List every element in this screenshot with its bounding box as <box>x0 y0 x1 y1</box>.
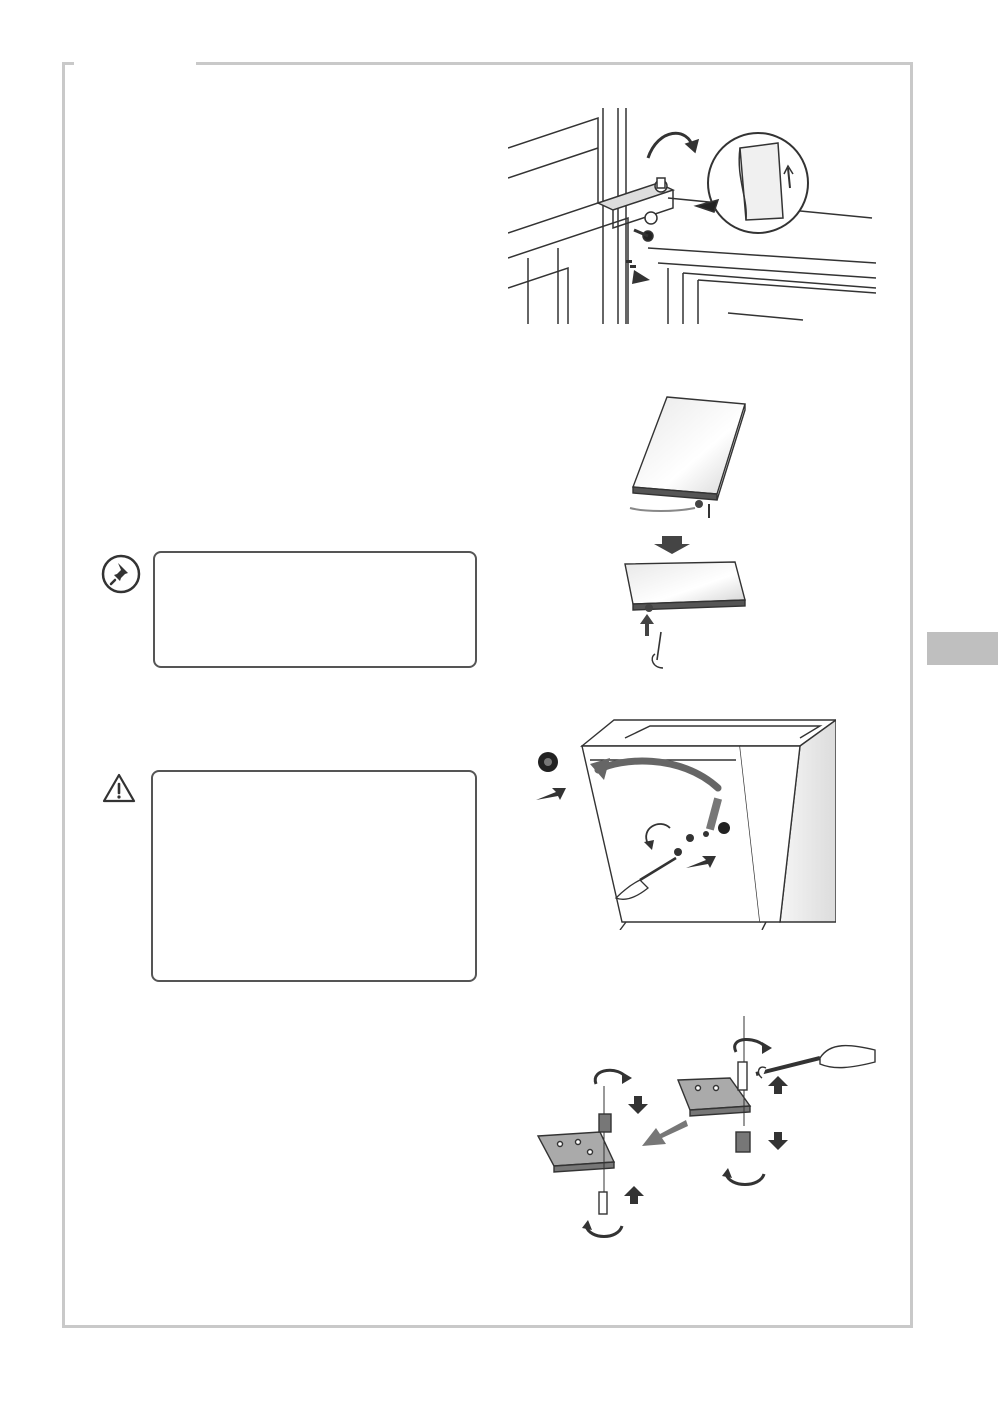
pushpin-icon <box>100 553 142 595</box>
warning-triangle-icon <box>101 772 137 804</box>
cabinet-hinge-illustration <box>530 718 836 930</box>
door-cap-illustration <box>605 392 755 670</box>
warning-box <box>151 770 477 982</box>
frame-top-left <box>62 62 74 65</box>
hinge-pin-illustration <box>530 1016 880 1244</box>
top-hinge-illustration <box>508 108 876 324</box>
tip-box <box>153 551 477 668</box>
section-tab <box>927 632 998 665</box>
frame-top-right <box>196 62 913 65</box>
